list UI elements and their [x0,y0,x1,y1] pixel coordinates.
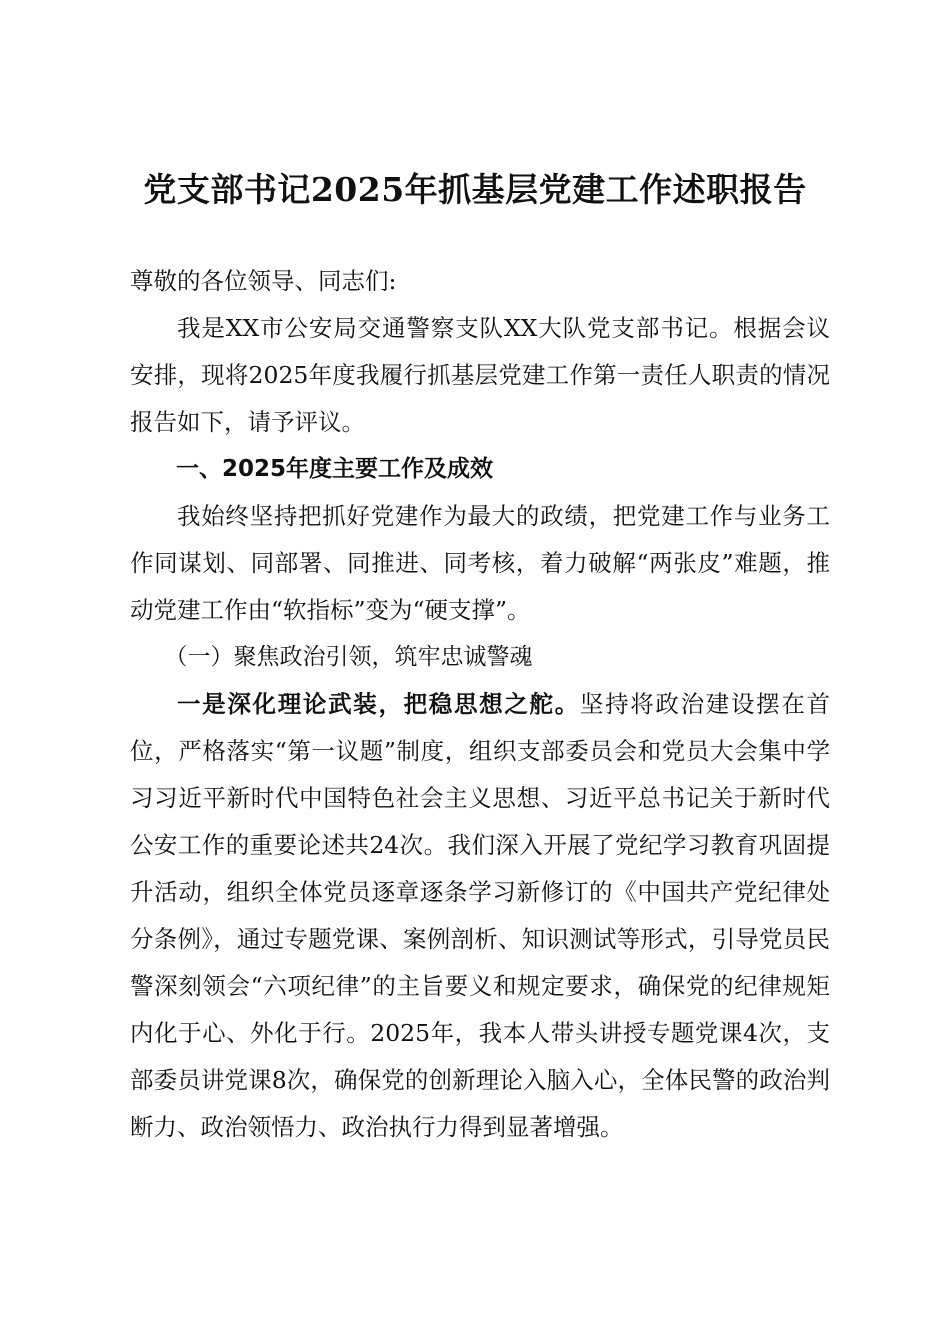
subsection-heading: （一）聚焦政治引领，筑牢忠诚警魂 [164,644,533,670]
document-title: 党支部书记2025年抓基层党建工作述职报告 [143,170,807,209]
salutation: 尊敬的各位领导、同志们: [130,267,397,295]
section-heading: 一、2025年度主要工作及成效 [176,456,494,482]
intro-paragraph: 我是XX市公安局交通警察支队XX大队党支部书记。根据会议安排，现将2025年度我履行抓基层党建工作第一责任人职责的情况报告如下，请予评议。 [130,314,830,436]
section-paragraph: 我始终坚持把抓好党建作为最大的政绩，把党建工作与业务工作同谋划、同部署、同推进、同考核，着力破解“两张皮”难题，推动党建工作由“软指标”变为“硬支撑”。 [130,502,830,624]
point-text: 坚持将政治建设摆在首位，严格落实“第一议题”制度，组织支部委员会和党员大会集中学习习近平新时代中国特色社会主义思想、习近平总书记关于新时代公安工作的重要论述共24次。我们深入开展了党纪学习教育巩固提升活动，组织全体党员逐章逐条学习新修订的《中国共产党纪律处分条例》，通过专题党课、案例剖析、知识测试等形式，引导党员民警深刻领会“六项纪律”的主旨要义和规定要求，确保党的纪律规矩内化于心、外化于行。2025年，我本人带头讲授专题党课4次，支部委员讲党课8次，确保党的创新理论入脑入心，全体民警的政治判断力、政治领悟力、政治执行力得到显著增强。 [130,690,831,1141]
point-lead: 一是深化理论武装，把稳思想之舵。 [177,690,580,718]
document-body [130,258,830,1151]
point-paragraph [130,681,830,1151]
